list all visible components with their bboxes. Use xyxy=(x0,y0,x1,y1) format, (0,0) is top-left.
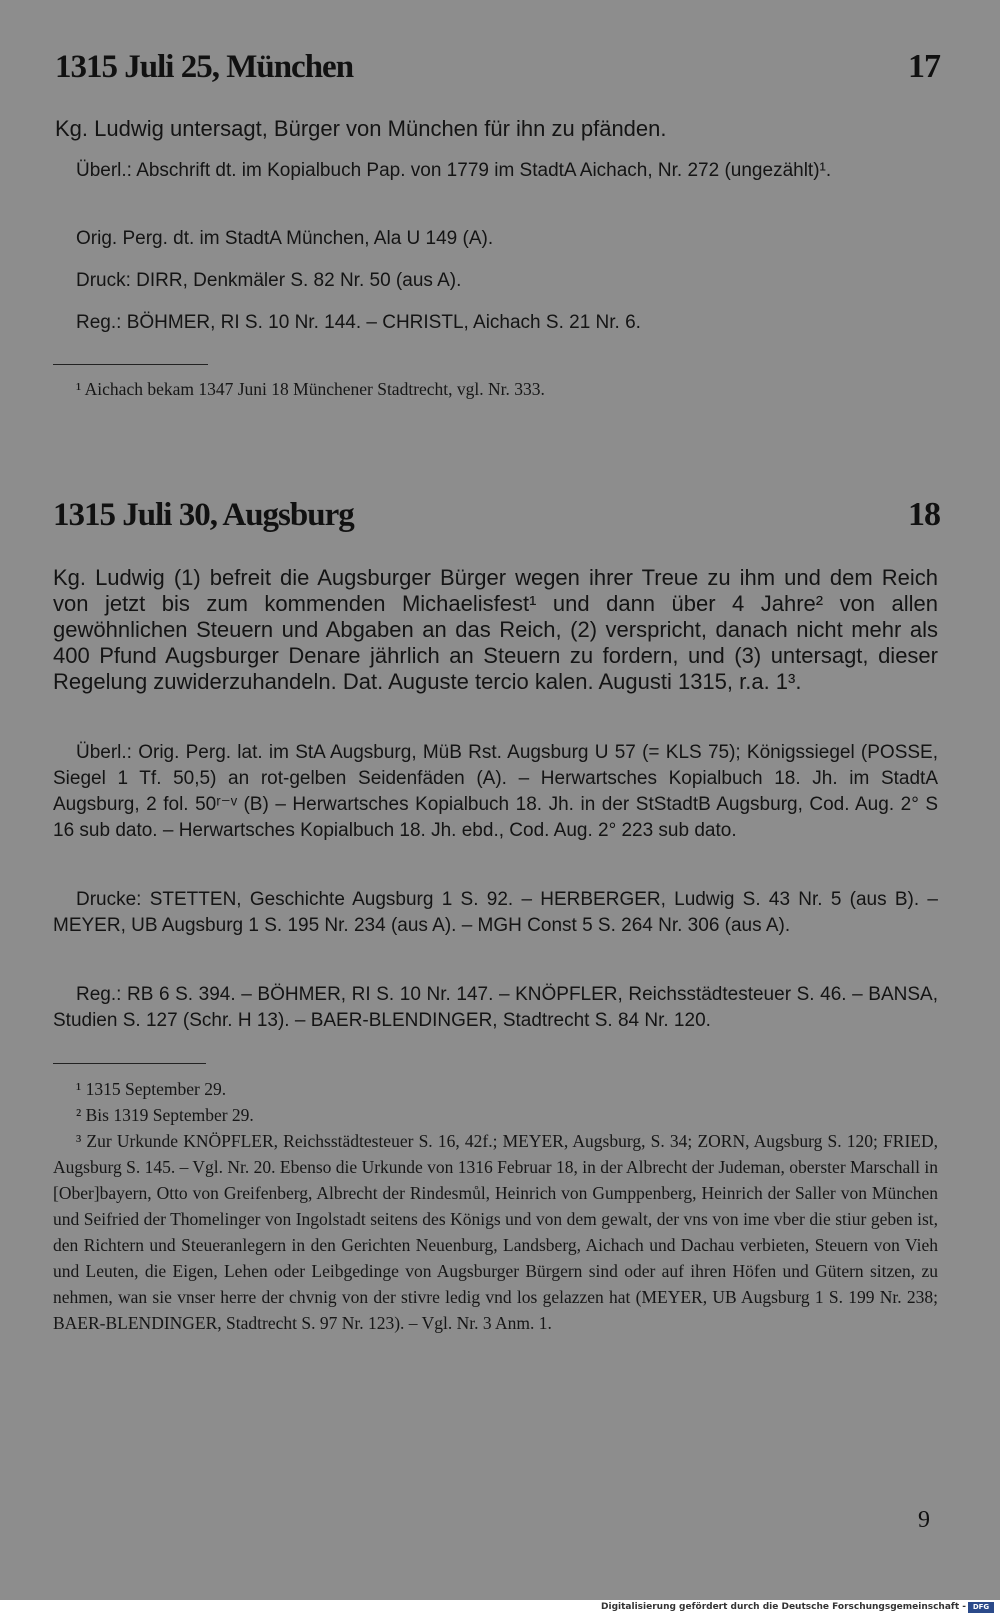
entry-17-regesten: Reg.: BÖHMER, RI S. 10 Nr. 144. – CHRISTL, Aichach S. 21 Nr. 6. xyxy=(76,312,641,333)
footnote-separator xyxy=(53,364,208,365)
entry-18-footnote-3: ³ Zur Urkunde KNÖPFLER, Reichsstädtesteuer S. 16, 42f.; MEYER, Augsburg, S. 34; ZORN, Augsburg S. 120; FRIED, Augsburg S. 145. – Vgl. Nr. 20. Ebenso die Urkunde von 1316 Februar 18, in der Albrecht der Judeman, oberster Marschall in [Ober]bayern, Otto von Greifenberg, Albrecht der Rindesmůl, Heinrich von Gumppenberg, Heinrich der Saller von München und Seifried der Thomelinger von Ingolstadt seitens des Königs und von dem gewalt, der vns von ime vber die stiur geben ist, den Richtern und Steueranlegern in den Gerichten Neuenburg, Landsberg, Aichach und Dachau verbieten, Steuern von Vieh und Leuten, die Eigen, Lehen oder Leibgedinge von Augsburger Bürgern sind oder auf ihren Höfen und Gütern sitzen, zu nehmen, wan sie vnser herre der chvnig von der stivre ledig vnd los gelazzen hat (MEYER, UB Augsburg 1 S. 199 Nr. 238; BAER-BLENDINGER, Stadtrecht S. 97 Nr. 123). – Vgl. Nr. 3 Anm. 1. xyxy=(53,1131,938,1333)
entry-17-number: 17 xyxy=(908,48,940,85)
digitization-footer xyxy=(0,1600,1000,1615)
dfg-logo-icon: DFG xyxy=(968,1602,994,1613)
entry-18-footnote-2: ² Bis 1319 September 29. xyxy=(76,1105,254,1125)
entry-17-footnote-1: ¹ Aichach bekam 1347 Juni 18 Münchener Stadtrecht, vgl. Nr. 333. xyxy=(76,379,545,399)
entry-18-drucke: Drucke: STETTEN, Geschichte Augsburg 1 S. 92. – HERBERGER, Ludwig S. 43 Nr. 5 (aus B). – MEYER, UB Augsburg 1 S. 195 Nr. 234 (aus A). – MGH Const 5 S. 264 Nr. 306 (aus A). xyxy=(53,889,938,936)
entry-18-regesten: Reg.: RB 6 S. 394. – BÖHMER, RI S. 10 Nr. 147. – KNÖPFLER, Reichsstädtesteuer S. 46. – BANSA, Studien S. 127 (Schr. H 13). – BAER-BLENDINGER, Stadtrecht S. 84 Nr. 120. xyxy=(53,984,938,1031)
entry-18-date: 1315 Juli 30, Augsburg xyxy=(53,497,354,533)
entry-18-number: 18 xyxy=(908,496,940,533)
entry-18-regest: Kg. Ludwig (1) befreit die Augsburger Bürger wegen ihrer Treue zu ihm und dem Reich von jetzt bis zum kommenden Michaelisfest¹ und dann über 4 Jahre² von allen gewöhnlichen Steuern und Abgaben an das Reich, (2) verspricht, danach nicht mehr als 400 Pfund Augsburger Denare jährlich an Steuern zu fordern, und (3) untersagt, dieser Regelung zuwiderzuhandeln. Dat. Auguste tercio kalen. Augusti 1315, r.a. 1³. xyxy=(53,565,938,694)
entry-17-original: Orig. Perg. dt. im StadtA München, Ala U 149 (A). xyxy=(76,228,494,249)
page-number: 9 xyxy=(918,1507,930,1533)
footer-credit: Digitalisierung gefördert durch die Deutsche Forschungsgemeinschaft - xyxy=(601,1602,966,1612)
entry-18-footnote-1: ¹ 1315 September 29. xyxy=(76,1079,227,1099)
entry-18-ueberlieferung: Überl.: Orig. Perg. lat. im StA Augsburg, MüB Rst. Augsburg U 57 (= KLS 75); Königssiegel (POSSE, Siegel 1 Tf. 50,5) an rot-gelben Seidenfäden (A). – Herwartsches Kopialbuch 18. Jh. im StadtA Augsburg, 2 fol. 50ʳ⁻ᵛ (B) – Herwartsches Kopialbuch 18. Jh. in der StStadtB Augsburg, Cod. Aug. 2° S 16 sub dato. – Herwartsches Kopialbuch 18. Jh. ebd., Cod. Aug. 2° 223 sub dato. xyxy=(53,742,938,841)
entry-17-druck: Druck: DIRR, Denkmäler S. 82 Nr. 50 (aus A). xyxy=(76,270,462,291)
entry-17-heading xyxy=(55,48,940,86)
footnote-separator xyxy=(53,1063,206,1064)
entry-18-heading xyxy=(53,496,940,534)
entry-17-ueberlieferung: Überl.: Abschrift dt. im Kopialbuch Pap. von 1779 im StadtA Aichach, Nr. 272 (ungezählt)¹. xyxy=(76,160,832,181)
entry-17-regest: Kg. Ludwig untersagt, Bürger von München für ihn zu pfänden. xyxy=(55,116,667,141)
entry-17-date: 1315 Juli 25, München xyxy=(55,49,354,85)
